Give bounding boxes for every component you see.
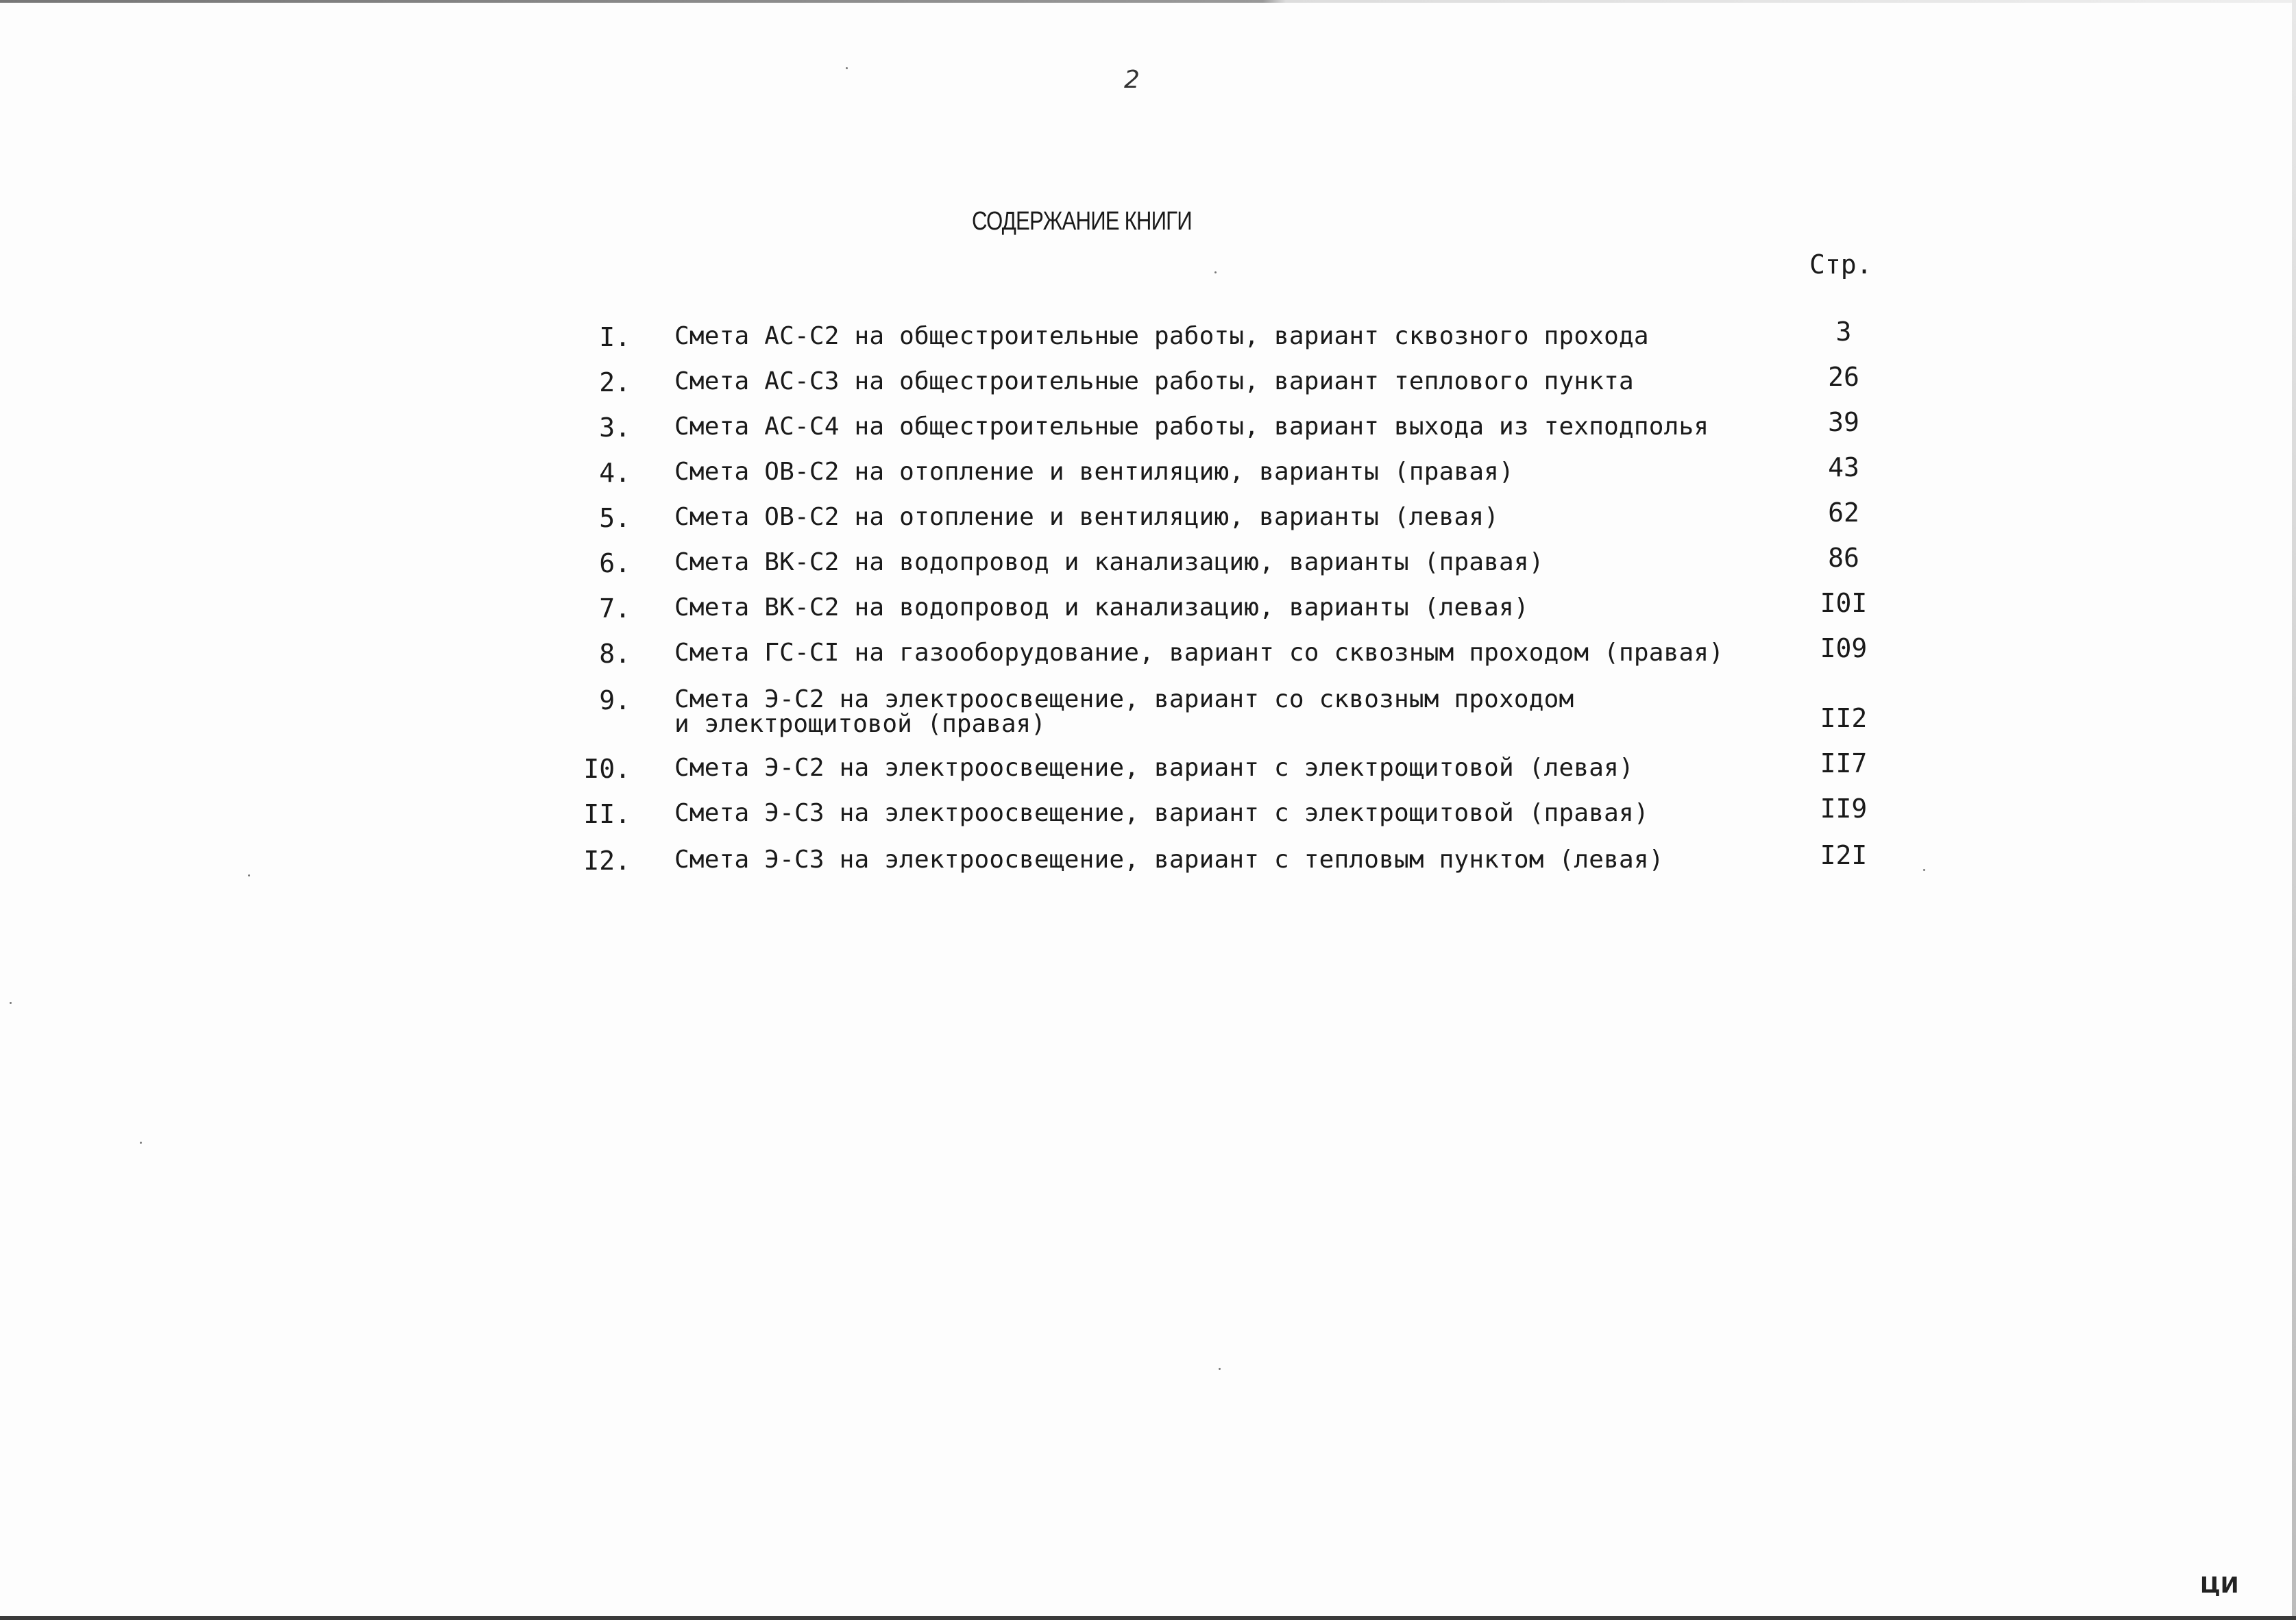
toc-item-number: 3. <box>599 413 631 443</box>
toc-item-page: II7 <box>1820 748 1868 778</box>
toc-item-text-line2: и электрощитовой (правая) <box>674 710 1046 738</box>
toc-item-number: 9. <box>599 685 631 715</box>
toc-item-number: 8. <box>599 639 631 669</box>
toc-item <box>0 685 2296 747</box>
toc-item-page: II9 <box>1820 794 1868 824</box>
scan-speck <box>846 67 848 69</box>
toc-item-page: 86 <box>1828 543 1859 573</box>
toc-item <box>0 748 2296 795</box>
toc-item-text: Смета ВК-С2 на водопровод и канализацию, варианты (левая) <box>674 593 1529 622</box>
toc-item-page: I2I <box>1820 840 1868 870</box>
toc-item-text: Смета АС-С4 на общестроительные работы, вариант выхода из техподполья <box>674 413 1709 441</box>
page-column-header: Стр. <box>1809 249 1872 280</box>
toc-item-text: Смета ВК-С2 на водопровод и канализацию, варианты (правая) <box>674 548 1544 576</box>
toc-item <box>0 588 2296 635</box>
scan-speck <box>1214 271 1217 273</box>
toc-item-number: 6. <box>599 548 631 578</box>
toc-item <box>0 407 2296 454</box>
scan-speck <box>140 1142 142 1144</box>
toc-item-page: I0I <box>1820 588 1868 618</box>
footer-mark: ЦИ <box>2200 1572 2239 1598</box>
scan-speck <box>248 874 250 876</box>
toc-item-text: Смета АС-С3 на общестроительные работы, вариант теплового пункта <box>674 367 1634 395</box>
scan-bottom-edge <box>0 1616 2296 1620</box>
toc-item-text: Смета Э-С3 на электроосвещение, вариант с электрощитовой (правая) <box>674 799 1649 827</box>
toc-item-text: Смета АС-С2 на общестроительные работы, вариант сквозного прохода <box>674 322 1649 350</box>
toc-item-number: 2. <box>599 367 631 397</box>
toc-item-text: Смета ОВ-С2 на отопление и вентиляцию, варианты (левая) <box>674 503 1500 531</box>
toc-item-page: II2 <box>1820 703 1868 733</box>
toc-item <box>0 317 2296 363</box>
toc-item-text: Смета ГС-СI на газооборудование, вариант со сквозным проходом (правая) <box>674 639 1724 667</box>
toc-item-page: 43 <box>1828 452 1859 482</box>
toc-item <box>0 633 2296 680</box>
toc-item-number: I2. <box>583 846 631 876</box>
toc-item-text: Смета Э-С2 на электроосвещение, вариант со сквозным проходом <box>674 685 1574 713</box>
toc-item-number: I0. <box>583 754 631 784</box>
toc-item-page: 3 <box>1835 317 1852 347</box>
toc-title: СОДЕРЖАНИЕ КНИГИ <box>972 207 1192 236</box>
scan-top-edge <box>0 0 2296 3</box>
toc-item <box>0 543 2296 589</box>
toc-item-number: 5. <box>599 503 631 533</box>
toc-item-page: 39 <box>1828 407 1859 437</box>
toc-item <box>0 452 2296 499</box>
toc-item <box>0 840 2296 887</box>
scan-speck <box>10 1002 12 1004</box>
toc-item-number: 7. <box>599 593 631 624</box>
toc-item-page: I09 <box>1820 633 1868 663</box>
toc-item <box>0 498 2296 544</box>
toc-item <box>0 362 2296 408</box>
page-number: 2 <box>1124 66 1140 94</box>
scan-speck <box>1219 1368 1221 1370</box>
scan-speck <box>1923 869 1925 871</box>
toc-item-number: I. <box>599 322 631 352</box>
toc-item-number: II. <box>583 799 631 829</box>
toc-item-number: 4. <box>599 458 631 488</box>
toc-item-text: Смета ОВ-С2 на отопление и вентиляцию, варианты (правая) <box>674 458 1514 486</box>
toc-item-page: 62 <box>1828 498 1859 528</box>
toc-item <box>0 794 2296 840</box>
toc-item-page: 26 <box>1828 362 1859 392</box>
toc-item-text: Смета Э-С3 на электроосвещение, вариант с тепловым пунктом (левая) <box>674 846 1664 874</box>
toc-item-text: Смета Э-С2 на электроосвещение, вариант с электрощитовой (левая) <box>674 754 1634 782</box>
